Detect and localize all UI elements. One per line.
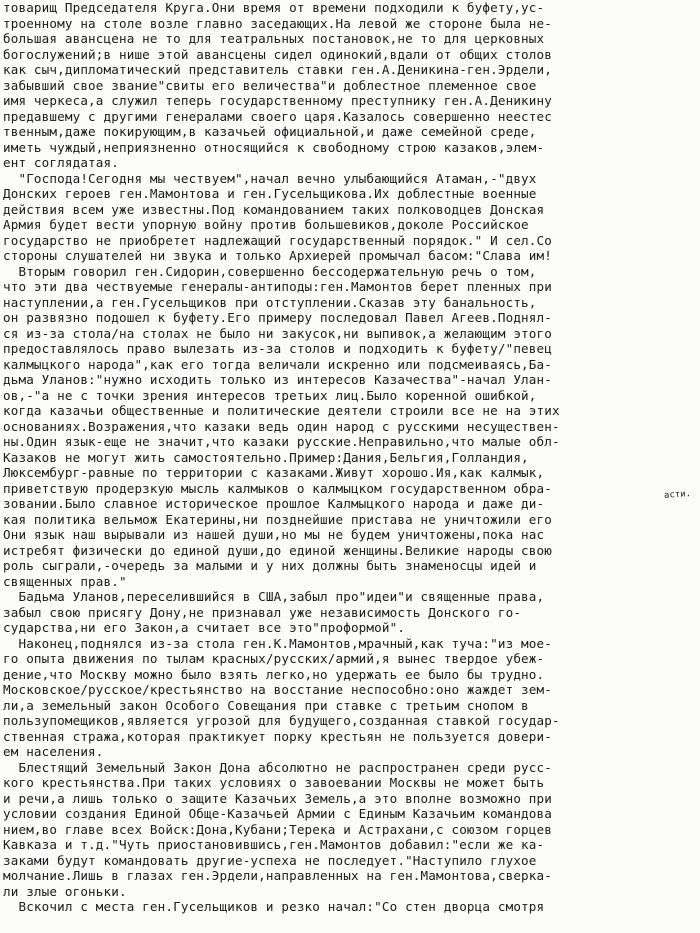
text-line: основаниях.Возражения,что казаки ведь один народ с русскими несуществен- (3, 418, 560, 434)
text-line: действия всем уже известны.Под командованием таких полководцев Донская (3, 201, 545, 217)
text-line: забывший свое звание"свиты его величества"и доблестное племенное свое (3, 77, 537, 93)
text-line: Они язык наш вырывали из нашей души,но мы не будем уничтожены,пока нас (3, 527, 545, 542)
text-line: предавшему с другими генералами своего царя.Казалось совершенно неестес (3, 108, 552, 124)
text-line: роль сыграли,-очередь за малыми и у них должны быть знаменосцы идей и (3, 558, 537, 573)
text-line: государство не приобретет надлежащий государственный порядок." И сел.Со (3, 232, 552, 248)
text-line: ли,а земельный закон Особого Совещания при ставке с третьим снопом в (3, 697, 529, 713)
text-line: что эти два чествуемые генералы-антиподы:ген.Мамонтов берет пленных при (3, 279, 552, 294)
text-line: кого крестьянства.При таких условиях о завоевании Москвы не может быть (3, 775, 545, 790)
text-line: иметь чуждый,неприязненно относящийся к свободному строю казаков,элем- (3, 139, 545, 155)
text-line: приветствую продерзкую мысль калмыков о калмыцком государственном обра- (3, 480, 552, 496)
text-line: нием,во главе всех Войск:Дона,Кубани;Терека и Астрахани,с союзом горцев (3, 821, 552, 837)
text-line: дьма Уланов:"нужно исходить только из интересов Казачества"-начал Улан- (3, 372, 552, 387)
text-line: пользупомещиков,является угрозой для будущего,созданная ставкой государ- (3, 713, 560, 728)
text-line: Бадьма Уланов,переселившийся в США,забыл про"идеи"и священные права, (3, 589, 545, 604)
text-line: Донских героев ген.Мамонтова и ген.Гусельщикова.Их доблестные военные (3, 186, 537, 201)
text-line: ли злые огоньки. (3, 883, 127, 899)
text-line: "Господа!Сегодня мы чествуем",начал вечно улыбающийся Атаман,-"двух (3, 170, 537, 186)
text-line: имя черкеса,а служил теперь государственному преступнику ген.А.Деникину (3, 93, 552, 108)
text-line: забыл свою присягу Дону,не признавал уже независимость Донского го- (3, 604, 522, 620)
text-line: и речи,а лишь только о защите Казачьих Земель,а это вполне возможно при (3, 790, 552, 806)
text-line: ся из-за стола/на столах не было ни закусок,ни выпивок,а желающим этого (3, 325, 552, 341)
text-line: условии создания Единой Обще-Казачьей Армии с Единым Казачьим командова (3, 806, 552, 821)
text-line: ов,-"а не с точки зрения интересов третьих лиц.Было коренной ошибкой, (3, 387, 537, 403)
text-line: Казаков не могут жить самостоятельно.Пример:Дания,Бельгия,Голландия, (3, 449, 529, 465)
text-line: троенному на столе возле главно заседающих.На левой же стороне была не- (3, 15, 552, 31)
text-line: ент соглядатая. (3, 155, 119, 170)
text-line: калмыцкого народа",как его тогда величали искренно или подсмеиваясь,Ба- (3, 356, 552, 372)
text-line: Люксембург-равные по территории с казаками.Живут хорошо.Ия,как калмык, (3, 465, 545, 480)
text-line: Вторым говорил ген.Сидорин,совершенно бессодержательную речь о том, (3, 263, 537, 279)
text-line: священных прав." (3, 573, 127, 589)
text-line: дение,что Москву можно было взять легко,но удержать ее было бы трудно. (3, 666, 545, 682)
text-line: предоставлялось право вылезать из-за столов и подходить к буфету/"певец (3, 341, 552, 356)
text-line: зовании.Было славное историческое прошлое Калмыцкого народа и даже ди- (3, 496, 545, 511)
text-line: кая политика вельмож Екатерины,ни позднейшие пристава не уничтожили его (3, 511, 552, 527)
text-line: он развязно подошел к буфету.Его примеру последовал Павел Агеев.Поднял- (3, 310, 552, 325)
text-line: когда казачьи общественные и политические деятели строили все не на этих (3, 403, 560, 418)
text-line: Московское/русское/крестьянство на восстание неспособно:оно жаждет зем- (3, 682, 552, 697)
text-line: Блестящий Земельный Закон Дона абсолютно не распространен среди русс- (3, 759, 552, 775)
text-line: Наконец,поднялся из-за стола ген.К.Мамонтов,мрачный,как туча:"из мое- (3, 635, 552, 651)
text-line: как сыч,дипломатический представитель ставки ген.А.Деникина-ген.Эрдели, (3, 62, 552, 77)
text-line: твенным,даже покирующим,в казачьей официальной,и даже семейной среде, (3, 124, 537, 139)
text-line: стороны слушателей ни звука и только Архиерей промычал басом:"Слава им! (3, 248, 552, 263)
text-line: Вскочил с места ген.Гусельщиков и резко начал:"Со стен дворца смотря (3, 899, 545, 914)
margin-note: асти. (663, 489, 692, 501)
text-line: го опыта движения по тылам красных/русских/армий,я вынес твердое убеж- (3, 651, 545, 666)
text-line: наступлении,а ген.Гусельщиков при отступлении.Сказав эту банальность, (3, 294, 537, 310)
text-line: товарищ Председателя Круга.Они время от времени подходили к буфету,ус- (3, 0, 545, 15)
text-line: Армия будет вести упорную войну против большевиков,доколе Российское (3, 217, 529, 232)
text-line: истребят физически до единой души,до единой женщины.Великие народы свою (3, 542, 552, 558)
text-line: Кавказа и т.д."Чуть приостановившись,ген.Мамонтов добавил:"если же ка- (3, 837, 545, 852)
text-line: ем населения. (3, 744, 104, 759)
text-line: заками будут командовать другие-успеха не последует."Наступило глухое (3, 852, 537, 868)
text-line: ны.Один язык-еще не значит,что казаки русские.Неправильно,что малые обл- (3, 434, 560, 449)
text-line: большая авансцена не то для театральных постановок,не то для церковных (3, 31, 545, 46)
text-line: сударства,ни его Закон,а считает все это"проформой". (3, 620, 406, 635)
document-body (3, 0, 700, 915)
text-line: ственная стража,которая практикует порку крестьян не пользуется довери- (3, 728, 552, 744)
text-line: богослужений;в нише этой авансцены сидел одинокий,вдали от общих столов (3, 46, 552, 62)
text-line: молчание.Лишь в глазах ген.Эрдели,направленных на ген.Мамонтова,сверка- (3, 868, 552, 883)
